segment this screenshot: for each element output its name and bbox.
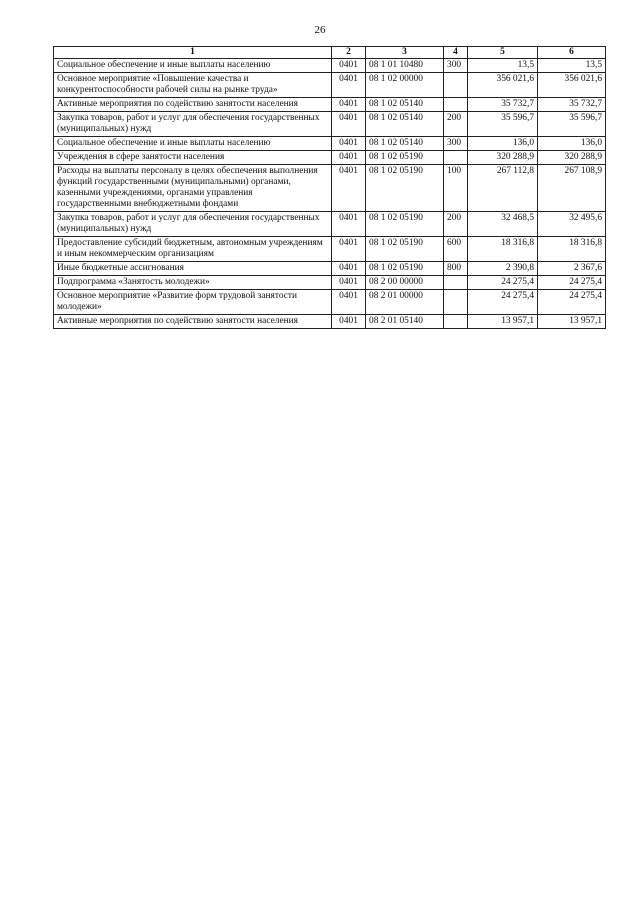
- row-name-cell: Расходы на выплаты персоналу в целях обеспечения выполнения функций государственными (муниципальными) органами, казенными учреждениями, органами управления государственными внебюджетными фондами: [54, 165, 332, 212]
- table-row: [54, 137, 606, 151]
- table-row: [54, 212, 606, 237]
- amount-cell-1: 356 021,6: [468, 73, 538, 98]
- table-row: [54, 73, 606, 98]
- row-name-cell: Предоставление субсидий бюджетным, автономным учреждениям и иным некоммерческим организациям: [54, 237, 332, 262]
- table-row: [54, 59, 606, 73]
- expense-type-cell: 200: [444, 212, 468, 237]
- target-code-cell: 08 2 00 00000: [366, 276, 444, 290]
- amount-cell-1: 35 596,7: [468, 112, 538, 137]
- expense-type-cell: [444, 276, 468, 290]
- amount-cell-2: 267 108,9: [538, 165, 606, 212]
- section-code-cell: 0401: [332, 315, 366, 329]
- table-row: [54, 98, 606, 112]
- target-code-cell: 08 1 02 05140: [366, 137, 444, 151]
- target-code-cell: 08 1 02 05190: [366, 212, 444, 237]
- section-code-cell: 0401: [332, 237, 366, 262]
- table-row: [54, 276, 606, 290]
- header-cell: 3: [366, 47, 444, 59]
- amount-cell-2: 32 495,6: [538, 212, 606, 237]
- section-code-cell: 0401: [332, 165, 366, 212]
- amount-cell-1: 32 468,5: [468, 212, 538, 237]
- target-code-cell: 08 1 01 10480: [366, 59, 444, 73]
- section-code-cell: 0401: [332, 98, 366, 112]
- amount-cell-2: 13 957,1: [538, 315, 606, 329]
- row-name-cell: Учреждения в сфере занятости населения: [54, 151, 332, 165]
- amount-cell-2: 35 732,7: [538, 98, 606, 112]
- expense-type-cell: [444, 151, 468, 165]
- section-code-cell: 0401: [332, 290, 366, 315]
- expense-type-cell: 300: [444, 137, 468, 151]
- amount-cell-2: 13,5: [538, 59, 606, 73]
- table-row: [54, 262, 606, 276]
- table-row: [54, 151, 606, 165]
- amount-cell-1: 13,5: [468, 59, 538, 73]
- target-code-cell: 08 2 01 05140: [366, 315, 444, 329]
- section-code-cell: 0401: [332, 137, 366, 151]
- row-name-cell: Социальное обеспечение и иные выплаты населению: [54, 59, 332, 73]
- amount-cell-1: 24 275,4: [468, 276, 538, 290]
- budget-table: [53, 46, 606, 329]
- header-cell: 1: [54, 47, 332, 59]
- amount-cell-1: 136,0: [468, 137, 538, 151]
- row-name-cell: Социальное обеспечение и иные выплаты населению: [54, 137, 332, 151]
- row-name-cell: Активные мероприятия по содействию занятости населения: [54, 98, 332, 112]
- target-code-cell: 08 1 02 05190: [366, 165, 444, 212]
- amount-cell-1: 13 957,1: [468, 315, 538, 329]
- section-code-cell: 0401: [332, 212, 366, 237]
- amount-cell-2: 24 275,4: [538, 290, 606, 315]
- amount-cell-1: 267 112,8: [468, 165, 538, 212]
- section-code-cell: 0401: [332, 262, 366, 276]
- amount-cell-2: 35 596,7: [538, 112, 606, 137]
- expense-type-cell: 300: [444, 59, 468, 73]
- amount-cell-2: 320 288,9: [538, 151, 606, 165]
- expense-type-cell: 800: [444, 262, 468, 276]
- target-code-cell: 08 1 02 05190: [366, 237, 444, 262]
- target-code-cell: 08 1 02 00000: [366, 73, 444, 98]
- header-cell: 5: [468, 47, 538, 59]
- header-cell: 6: [538, 47, 606, 59]
- table-header-row: [54, 47, 606, 59]
- target-code-cell: 08 1 02 05140: [366, 98, 444, 112]
- row-name-cell: Основное мероприятие «Повышение качества и конкурентоспособности рабочей силы на рынке труда»: [54, 73, 332, 98]
- expense-type-cell: [444, 73, 468, 98]
- row-name-cell: Активные мероприятия по содействию занятости населения: [54, 315, 332, 329]
- row-name-cell: Подпрограмма «Занятость молодежи»: [54, 276, 332, 290]
- amount-cell-2: 18 316,8: [538, 237, 606, 262]
- section-code-cell: 0401: [332, 59, 366, 73]
- table-row: [54, 112, 606, 137]
- expense-type-cell: 600: [444, 237, 468, 262]
- table-row: [54, 237, 606, 262]
- amount-cell-1: 35 732,7: [468, 98, 538, 112]
- target-code-cell: 08 1 02 05190: [366, 262, 444, 276]
- expense-type-cell: 100: [444, 165, 468, 212]
- amount-cell-2: 356 021,6: [538, 73, 606, 98]
- amount-cell-2: 24 275,4: [538, 276, 606, 290]
- header-cell: 2: [332, 47, 366, 59]
- page-number: 26: [314, 24, 326, 36]
- amount-cell-1: 2 390,8: [468, 262, 538, 276]
- table-row: [54, 315, 606, 329]
- section-code-cell: 0401: [332, 112, 366, 137]
- table-row: [54, 290, 606, 315]
- expense-type-cell: [444, 290, 468, 315]
- row-name-cell: Закупка товаров, работ и услуг для обеспечения государственных (муниципальных) нужд: [54, 212, 332, 237]
- section-code-cell: 0401: [332, 73, 366, 98]
- target-code-cell: 08 1 02 05140: [366, 112, 444, 137]
- amount-cell-1: 18 316,8: [468, 237, 538, 262]
- target-code-cell: 08 2 01 00000: [366, 290, 444, 315]
- header-cell: 4: [444, 47, 468, 59]
- expense-type-cell: 200: [444, 112, 468, 137]
- row-name-cell: Иные бюджетные ассигнования: [54, 262, 332, 276]
- amount-cell-2: 2 367,6: [538, 262, 606, 276]
- target-code-cell: 08 1 02 05190: [366, 151, 444, 165]
- row-name-cell: Закупка товаров, работ и услуг для обеспечения государственных (муниципальных) нужд: [54, 112, 332, 137]
- table-body: [54, 59, 606, 329]
- amount-cell-1: 320 288,9: [468, 151, 538, 165]
- table-row: [54, 165, 606, 212]
- amount-cell-2: 136,0: [538, 137, 606, 151]
- amount-cell-1: 24 275,4: [468, 290, 538, 315]
- section-code-cell: 0401: [332, 276, 366, 290]
- expense-type-cell: [444, 315, 468, 329]
- expense-type-cell: [444, 98, 468, 112]
- section-code-cell: 0401: [332, 151, 366, 165]
- row-name-cell: Основное мероприятие «Развитие форм трудовой занятости молодежи»: [54, 290, 332, 315]
